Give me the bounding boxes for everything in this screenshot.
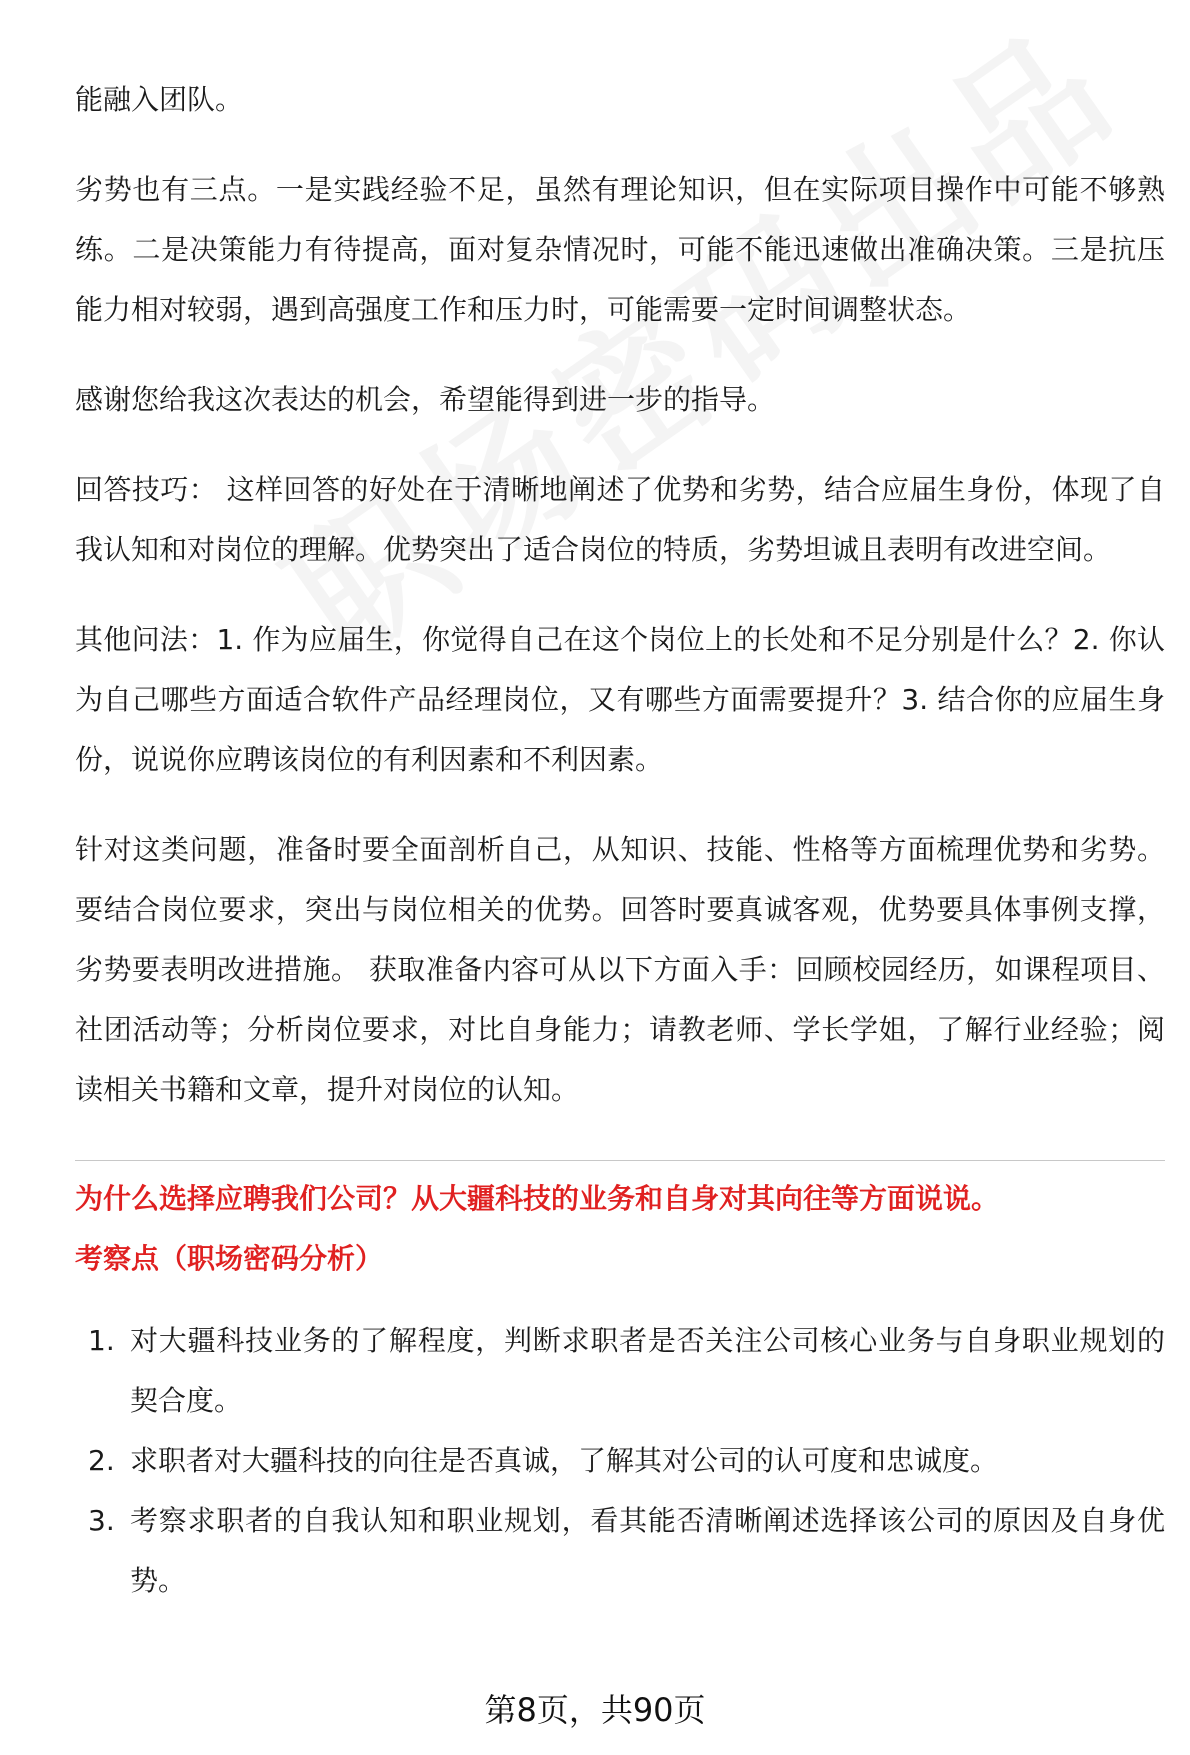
paragraph: 劣势也有三点。一是实践经验不足，虽然有理论知识，但在实际项目操作中可能不够熟练。二是决策能力有待提高，面对复杂情况时，可能不能迅速做出准确决策。三是抗压能力相对较弱，遇到高强度工作和压力时，可能需要一定时间调整状态。 xyxy=(75,173,1165,326)
preparation-paragraph: 针对这类问题，准备时要全面剖析自己，从知识、技能、性格等方面梳理优势和劣势。要结合岗位要求，突出与岗位相关的优势。回答时要真诚客观，优势要具体事例支撑，劣势要表明改进措施。 获取准备内容可从以下方面入手：回顾校园经历，如课程项目、社团活动等；分析岗位要求，对比自身能力；请教老师、学长学姐，了解行业经验；阅读相关书籍和文章，提升对岗位的认知。 xyxy=(75,833,1165,1106)
section-divider xyxy=(75,1160,1165,1161)
list-item xyxy=(75,1491,1165,1611)
list-number: 2. xyxy=(88,1444,115,1477)
list-item xyxy=(75,1311,1165,1431)
assessment-points-list xyxy=(75,1311,1165,1611)
page-content xyxy=(75,70,1165,1611)
answer-tips-paragraph: 回答技巧： 这样回答的好处在于清晰地阐述了优势和劣势，结合应届生身份，体现了自我认知和对岗位的理解。优势突出了适合岗位的特质，劣势坦诚且表明有改进空间。 xyxy=(75,473,1165,566)
list-number: 3. xyxy=(88,1504,115,1537)
question-subtitle: 考察点（职场密码分析） xyxy=(75,1242,384,1275)
list-number: 1. xyxy=(88,1324,115,1357)
paragraph: 能融入团队。 xyxy=(75,83,244,116)
list-text: 对大疆科技业务的了解程度，判断求职者是否关注公司核心业务与自身职业规划的契合度。 xyxy=(130,1324,1165,1417)
question-title: 为什么选择应聘我们公司？从大疆科技的业务和自身对其向往等方面说说。 xyxy=(75,1182,1000,1215)
list-text: 考察求职者的自我认知和职业规划，看其能否清晰阐述选择该公司的原因及自身优势。 xyxy=(130,1504,1165,1597)
list-text: 求职者对大疆科技的向往是否真诚，了解其对公司的认可度和忠诚度。 xyxy=(130,1444,999,1477)
paragraph: 感谢您给我这次表达的机会，希望能得到进一步的指导。 xyxy=(75,383,776,416)
list-item xyxy=(75,1431,1165,1491)
alternative-questions-paragraph: 其他问法：1. 作为应届生，你觉得自己在这个岗位上的长处和不足分别是什么？2. 你认为自己哪些方面适合软件产品经理岗位，又有哪些方面需要提升？3. 结合你的应届生身份，说说你应聘该岗位的有利因素和不利因素。 xyxy=(75,623,1165,776)
page-number: 第8页，共90页 xyxy=(484,1691,706,1729)
